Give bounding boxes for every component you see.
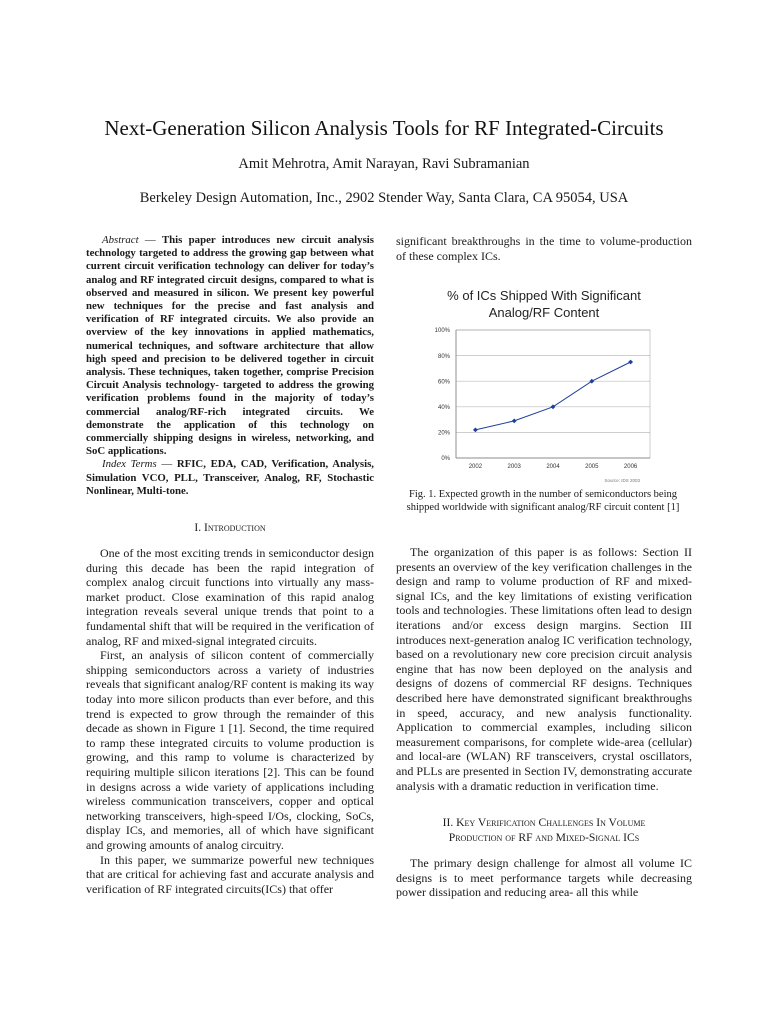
index-terms-paragraph: Index Terms — RFIC, EDA, CAD, Verification, Analysis, Simulation VCO, PLL, Transceiver, Analog, RF, Stochastic Nonlinear, Multi-tone. (86, 458, 374, 497)
chart-title-line-2: Analog/RF Content (488, 305, 600, 320)
y-tick-label: 100% (434, 328, 450, 335)
abstract-paragraph: Abstract — This paper introduces new circuit analysis technology targeted to address the growing gap between what current circuit verification technology can deliver for today’s analog and RF integrated circuit designs, compared to what is observed and measured in silicon. We present key powerful new techniques for the precise and fast analysis and verification of RF integrated circuits. We also provide an overview of the key innovations in applied mathematics, numerical techniques, and software architecture that allow high speed and precision to be delivered together in circuit analysis. These techniques, taken together, comprise Precision Circuit Analysis technology- targeted to address the growing verification problems found in the majority of today’s commercial analog/RF-rich integrated circuits. We demonstrate the application of this technology on commercially shipping designs in wireless, networking, and SoC applications. (86, 234, 374, 458)
organization-paragraph: The organization of this paper is as follows: Section II presents an overview of the key verification challenges in the design and ramp to volume production of RF and mixed-signal ICs, and the key limitations of existing verification tools and technologies. These limitations often lead to design iterations and/or excess design margins. Section III introduces next-generation analog IC verification technology, based on a revolutionary new core precision circuit analysis engine that has now been deployed on the analysis and designs of dozens of commercial RF designs. Techniques described here have demonstrated significant breakthroughs in speed, accuracy, and new analysis functionality. Application to commercial examples, including silicon measurement comparisons, for complete wide-area (cellular) and local-are (WLAN) RF transceivers, crystal oscillators, and PLLs are presented in Section IV, demonstrating accurate analysis with a dramatic reduction in verification time. (396, 545, 693, 793)
chart-title-line-1: % of ICs Shipped With Significant (447, 288, 641, 303)
figure-1-chart (412, 282, 676, 486)
line-chart (412, 282, 676, 486)
plot-area (435, 328, 650, 470)
section-heading-2-line-2: Production of RF and Mixed-Signal ICs (448, 831, 640, 845)
section-heading-2-line-1: II. Key Verification Challenges In Volume (442, 816, 646, 830)
intro-paragraph-1: One of the most exciting trends in semiconductor design during this decade has been the rapid integration of complex analog circuit functions into virtually any mass-market product. Close examination of this rapid analog integration reveals several unique trends that point to a fundamental shift that will be required in the verification of analog, RF and mixed-signal integrated circuits. (86, 546, 374, 648)
y-tick-label: 20% (437, 430, 450, 437)
paper-title: Next-Generation Silicon Analysis Tools for RF Integrated-Circuits (104, 116, 664, 140)
index-terms-label: Index Terms (102, 458, 157, 471)
series-line (475, 362, 630, 430)
x-tick-label: 2003 (507, 464, 521, 470)
figure-1-caption: Fig. 1. Expected growth in the number of semiconductors being shipped worldwide with significant analog/RF circuit content [1] (406, 489, 680, 514)
data-point (512, 418, 517, 423)
abstract-label: Abstract (102, 234, 139, 246)
x-tick-label: 2006 (623, 464, 638, 470)
y-tick-label: 60% (437, 379, 450, 386)
section-2-paragraph-1: The primary design challenge for almost all volume IC designs is to meet performance targets while decreasing power dissipation and reducing area- all this while (396, 856, 692, 900)
index-terms-text: RFIC, EDA, CAD, Verification, Analysis, Simulation VCO, PLL, Transceiver, Analog, RF, Stochastic Nonlinear, Multi-tone. (86, 458, 374, 497)
intro-paragraph-2: First, an analysis of silicon content of commercially shipping semiconductors across a variety of industries reveals that significant analog/RF content is making its way today into more silicon products than ever before, and this trend is expected to grow through the remainder of this decade as shown in Figure 1 [1]. Second, the time required to ramp these integrated circuits to volume production is growing, and this ramp to volume is characterized by requiring multiple silicon iterations [2]. This can be found in designs across a wide variety of applications including wireless communication transceivers, copper and optical networking transceivers, high-speed I/Os, clocking, SoCs, display ICs, and memories, all of which have significant and growing amounts of analog circuitry. (86, 648, 374, 852)
abstract-text: This paper introduces new circuit analysis technology targeted to address the growing gap between what current circuit verification technology can deliver for today’s analog and RF integrated circuit designs, compared to what is observed and measured in silicon. We present key powerful new techniques for the precise and fast analysis and verification of RF integrated circuits. We also provide an overview of the key innovations in applied mathematics, numerical techniques, and software architecture that allow high speed and precision to be delivered together in circuit analysis. These techniques, taken together, comprise Precision Circuit Analysis technology- targeted to address the growing verification problems found in the majority of today’s commercial analog/RF-rich integrated circuits. We demonstrate the application of this technology on commercially shipping designs in wireless, networking, and SoC applications. (86, 234, 374, 458)
right-column (396, 234, 692, 263)
section-heading-introduction: I. Introduction (194, 521, 266, 535)
chart-source: Source: IDS 2003 (604, 478, 640, 483)
plot-frame (456, 330, 650, 458)
right-column-lower (396, 545, 692, 900)
intro-paragraph-3: In this paper, we summarize powerful new techniques that are critical for achieving fast and accurate analysis and verification of RF integrated circuits(ICs) that offer (86, 852, 374, 896)
paper-authors: Amit Mehrotra, Amit Narayan, Ravi Subramanian (238, 156, 530, 172)
x-tick-label: 2004 (546, 464, 560, 470)
data-point (628, 360, 633, 365)
data-point (473, 427, 478, 432)
y-tick-label: 0% (441, 456, 450, 463)
y-tick-label: 40% (437, 405, 450, 411)
y-tick-label: 80% (437, 353, 450, 360)
paper-affiliation: Berkeley Design Automation, Inc., 2902 Stender Way, Santa Clara, CA 95054, USA (139, 190, 629, 206)
x-tick-label: 2002 (468, 464, 483, 470)
x-tick-label: 2005 (585, 464, 599, 470)
continuation-paragraph: significant breakthroughs in the time to volume-production of these complex ICs. (396, 234, 692, 263)
left-column (86, 234, 374, 896)
